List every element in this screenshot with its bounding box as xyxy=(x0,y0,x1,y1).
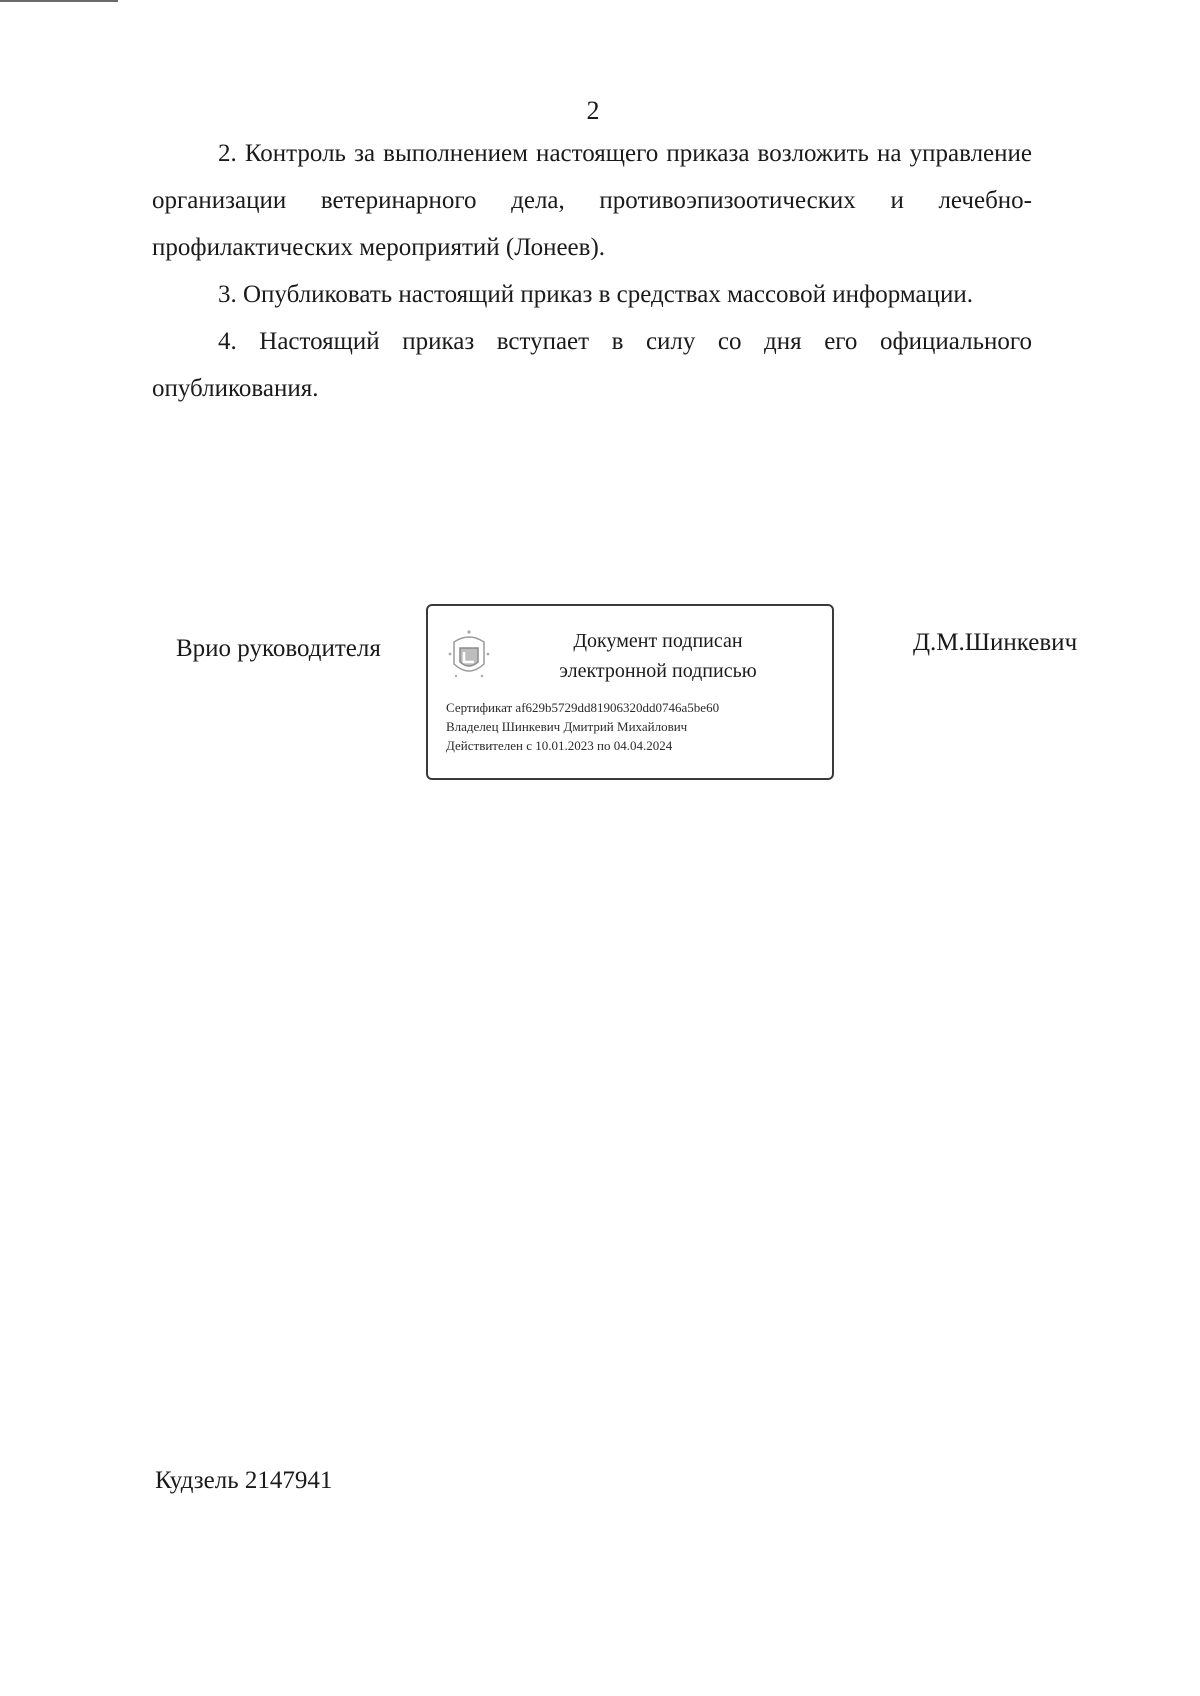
stamp-owner: Владелец Шинкевич Дмитрий Михайлович xyxy=(446,719,688,734)
stamp-title-line-1: Документ подписан xyxy=(573,630,743,652)
stamp-validity: Действителен с 10.01.2023 по 04.04.2024 xyxy=(446,738,673,753)
stamp-details xyxy=(446,698,826,755)
signatory-name: Д.М.Шинкевич xyxy=(913,629,1078,656)
stamp-title xyxy=(538,626,778,686)
paragraph-effective-date: 4. Настоящий приказ вступает в силу со дня его официального опубликования. xyxy=(152,328,1032,402)
executor-contact: Кудзель 2147941 xyxy=(155,1467,333,1494)
stamp-title-line-2: электронной подписью xyxy=(559,660,757,682)
page-number: 2 xyxy=(586,96,600,125)
document-body xyxy=(152,130,1032,412)
stamp-certificate: Сертификат af629b5729dd81906320dd0746a5be60 xyxy=(446,700,720,715)
signatory-role: Врио руководителя xyxy=(176,635,381,662)
scan-corner-mark xyxy=(0,0,118,2)
paragraph-publish: 3. Опубликовать настоящий приказ в средствах массовой информации. xyxy=(218,281,974,308)
electronic-signature-stamp xyxy=(426,604,834,780)
paragraph-control: 2. Контроль за выполнением настоящего приказа возложить на управление организации ветеринарного дела, противоэпизоотических и лечебно-профилактических мероприятий (Лонеев). xyxy=(152,140,1032,261)
coat-of-arms-icon xyxy=(446,626,492,686)
